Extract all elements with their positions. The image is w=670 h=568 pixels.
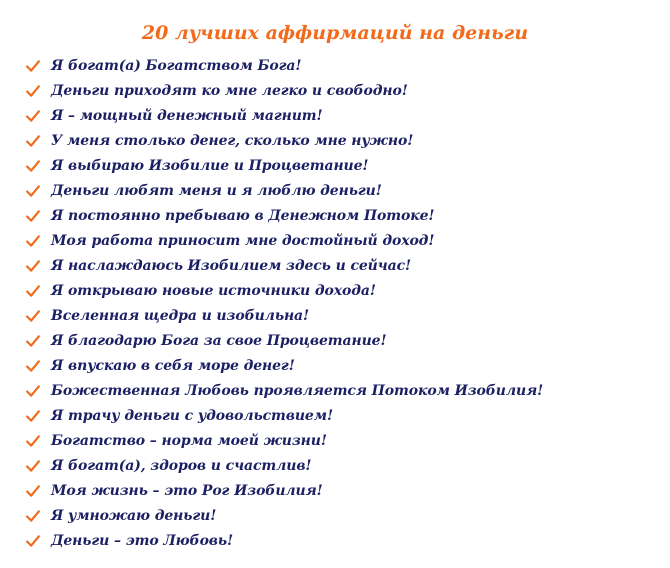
list-item-3 [26, 103, 543, 128]
affirmation-text: Я трачу деньги с удовольствием! [51, 407, 333, 424]
affirmation-text: Я умножаю деньги! [51, 507, 217, 524]
checkmark-icon [26, 303, 51, 328]
checkmark-icon [26, 403, 51, 428]
checkmark-icon [26, 453, 51, 478]
affirmation-text: Вселенная щедра и изобильна! [51, 307, 310, 324]
list-item-16 [26, 428, 543, 453]
checkmark-icon [26, 253, 51, 278]
list-item-13 [26, 353, 543, 378]
affirmation-text: Божественная Любовь проявляется Потоком Изобилия! [51, 382, 544, 399]
checkmark-icon [26, 53, 51, 78]
list-item-11 [26, 303, 543, 328]
list-item-20 [26, 528, 543, 553]
checkmark-icon [26, 228, 51, 253]
list-item-10 [26, 278, 543, 303]
affirmation-text: Деньги – это Любовь! [51, 532, 234, 549]
checkmark-icon [26, 428, 51, 453]
affirmation-text: Я наслаждаюсь Изобилием здесь и сейчас! [51, 257, 412, 274]
affirmation-text: Я постоянно пребываю в Денежном Потоке! [51, 207, 435, 224]
list-item-15 [26, 403, 543, 428]
checkmark-icon [26, 278, 51, 303]
checkmark-icon [26, 478, 51, 503]
affirmation-text: Деньги приходят ко мне легко и свободно! [51, 82, 408, 99]
affirmation-text: Я открываю новые источники дохода! [51, 282, 376, 299]
checkmark-icon [26, 353, 51, 378]
list-item-19 [26, 503, 543, 528]
checkmark-icon [26, 203, 51, 228]
checkmark-icon [26, 128, 51, 153]
affirmation-text: Я – мощный денежный магнит! [51, 107, 323, 124]
checkmark-icon [26, 378, 51, 403]
page-title: 20 лучших аффирмаций на деньги [141, 22, 529, 44]
affirmation-text: Я богат(а) Богатством Бога! [51, 57, 302, 74]
checkmark-icon [26, 103, 51, 128]
affirmation-text: Я выбираю Изобилие и Процветание! [51, 157, 369, 174]
checkmark-icon [26, 78, 51, 103]
list-item-7 [26, 203, 543, 228]
checkmark-icon [26, 528, 51, 553]
affirmation-text: Моя работа приносит мне достойный доход! [51, 232, 435, 249]
affirmation-text: Я благодарю Бога за свое Процветание! [51, 332, 387, 349]
checkmark-icon [26, 328, 51, 353]
list-item-5 [26, 153, 543, 178]
list-item-1 [26, 53, 543, 78]
list-item-4 [26, 128, 543, 153]
list-item-2 [26, 78, 543, 103]
affirmation-list [26, 53, 543, 553]
list-item-8 [26, 228, 543, 253]
affirmation-text: Деньги любят меня и я люблю деньги! [51, 182, 382, 199]
checkmark-icon [26, 178, 51, 203]
affirmation-text: Я богат(а), здоров и счастлив! [51, 457, 312, 474]
list-item-6 [26, 178, 543, 203]
checkmark-icon [26, 503, 51, 528]
affirmation-text: Богатство – норма моей жизни! [51, 432, 327, 449]
list-item-9 [26, 253, 543, 278]
affirmation-text: Моя жизнь – это Рог Изобилия! [51, 482, 323, 499]
affirmation-text: Я впускаю в себя море денег! [51, 357, 295, 374]
list-item-12 [26, 328, 543, 353]
affirmation-text: У меня столько денег, сколько мне нужно! [51, 132, 414, 149]
checkmark-icon [26, 153, 51, 178]
list-item-17 [26, 453, 543, 478]
list-item-14 [26, 378, 543, 403]
list-item-18 [26, 478, 543, 503]
